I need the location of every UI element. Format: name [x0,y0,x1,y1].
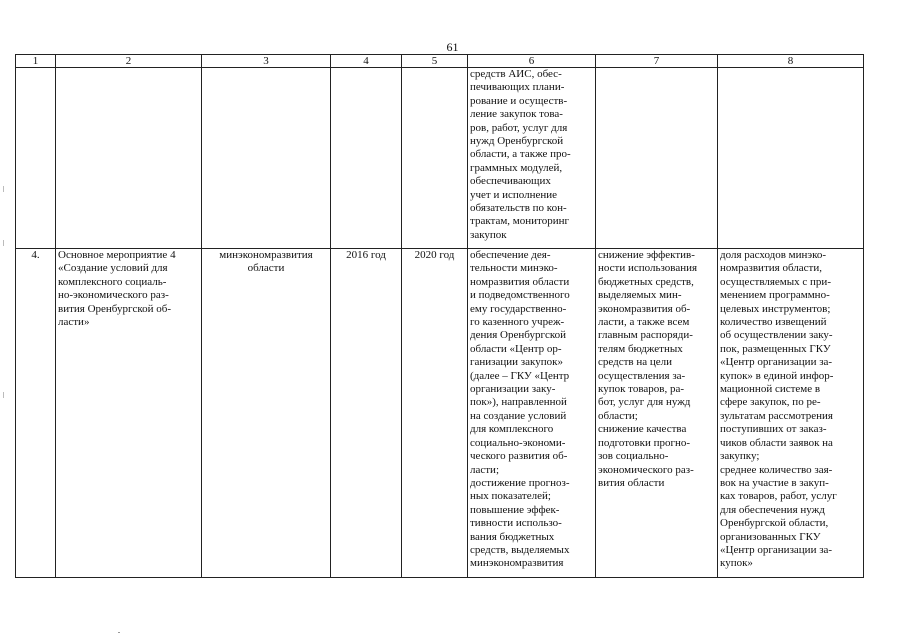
consequences-cell [596,68,718,249]
header-cell-7: 7 [596,55,718,68]
table-row [16,249,864,578]
indicators-cell [718,68,864,249]
end-year-cell: 2020 год [402,249,468,578]
executor-cell [202,68,331,249]
end-year-cell [402,68,468,249]
start-year-cell: 2016 год [331,249,402,578]
header-cell-2: 2 [56,55,202,68]
indicators-cell: доля расходов минэко- номразвития области, осуществляемых с при- менением программно- целевых инструментов; количество извещений об осуществлении заку- пок, размещенных ГКУ «Центр организации за- купок» в единой инфор- мационной системе в сфере закупок, по ре- зультатам рассмотрения поступивших от заказ- чиков области заявок на закупку; среднее количество зая- вок на участие в закуп- ках товаров, работ, услуг для обеспечения нужд Оренбургской области, организованных ГКУ «Центр организации за- купок» [718,249,864,578]
measures-table [15,54,864,578]
executor-cell: минэкономразвития области [202,249,331,578]
header-cell-6: 6 [468,55,596,68]
scan-speck [118,632,120,633]
measure-name-cell [56,68,202,249]
scan-margin-mark [3,240,4,246]
scan-margin-mark [3,392,4,398]
measure-name-cell: Основное мероприятие 4 «Создание условий для комплексного социаль- но-экономического раз- вития Оренбургской об- ласти» [56,249,202,578]
scan-margin-mark [3,186,4,192]
header-cell-4: 4 [331,55,402,68]
page-number: 61 [446,40,459,54]
header-cell-1: 1 [16,55,56,68]
expected-result-cell: обеспечение дея- тельности минэко- номразвития области и подведомственного ему государственно- го казенного учреж- дения Оренбургской области «Центр ор- ганизации закупок» (далее – ГКУ «Центр организации заку- пок»), направленной на создание условий для комплексного социально-экономи- ческого развития об- ласти; достижение прогноз- ных показателей; повышение эффек- тивности использо- вания бюджетных средств, выделяемых минэкономразвития [468,249,596,578]
header-row [16,55,864,68]
header-cell-3: 3 [202,55,331,68]
start-year-cell [331,68,402,249]
header-cell-5: 5 [402,55,468,68]
consequences-cell: снижение эффектив- ности использования бюджетных средств, выделяемых мин- экономразвития об- ласти, а также всем главным распоряди- телям бюджетных средств на цели осуществления за- купок товаров, ра- бот, услуг для нужд области; снижение качества подготовки прогно- зов социально- экономического раз- вития области [596,249,718,578]
expected-result-cell: средств АИС, обес- печивающих плани- рование и осуществ- ление закупок това- ров, работ, услуг для нужд Оренбургской области, а также про- граммных модулей, обеспечивающих учет и исполнение обязательств по кон- трактам, мониторинг закупок [468,68,596,249]
row-number-cell [16,68,56,249]
header-cell-8: 8 [718,55,864,68]
row-number-cell: 4. [16,249,56,578]
table-row [16,68,864,249]
